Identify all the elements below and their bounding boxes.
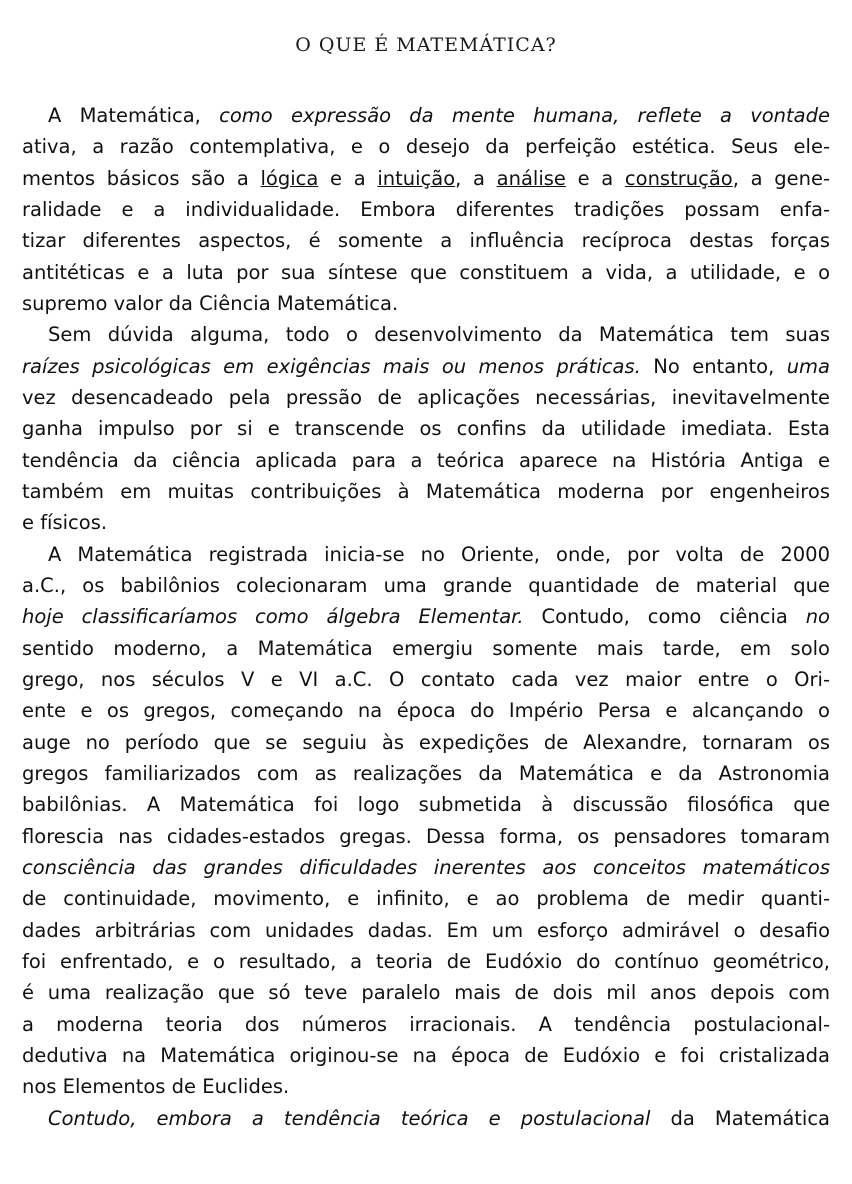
page-title: O QUE É MATEMÁTICA? <box>295 34 557 56</box>
text-line: Contudo, embora a tendência teórica e postulacional da Matemática <box>48 1107 831 1130</box>
text-line: vez desencadeado pela pressão de aplicações necessárias, inevitavelmente <box>22 386 830 409</box>
text-line: auge no período que se seguiu às expedições de Alexandre, tornaram os <box>22 731 830 754</box>
text-line: ganha impulso por si e transcende os confins da utilidade imediata. Esta <box>22 417 830 440</box>
text-line: A Matemática, como expressão da mente humana, reflete a vontade <box>48 104 830 127</box>
text-line: grego, nos séculos V e VI a.C. O contato cada vez maior entre o Ori- <box>22 668 830 691</box>
text-line: ralidade e a individualidade. Embora diferentes tradições possam enfa- <box>22 198 830 221</box>
text-line: também em muitas contribuições à Matemática moderna por engenheiros <box>22 480 830 503</box>
text-line: florescia nas cidades-estados gregas. Dessa forma, os pensadores tomaram <box>22 825 830 848</box>
text-line: mentos básicos são a lógica e a intuição, a análise e a construção, a gene- <box>22 167 830 190</box>
text-line: dedutiva na Matemática originou-se na época de Eudóxio e foi cristalizada <box>22 1044 830 1067</box>
text-line: tizar diferentes aspectos, é somente a influência recíproca destas forças <box>22 229 830 252</box>
text-line: sentido moderno, a Matemática emergiu somente mais tarde, em solo <box>22 637 830 660</box>
text-line: foi enfrentado, e o resultado, a teoria de Eudóxio do contínuo geométrico, <box>22 950 830 973</box>
text-line: hoje classificaríamos como álgebra Elementar. Contudo, como ciência no <box>22 605 830 628</box>
text-line: Sem dúvida alguma, todo o desenvolvimento da Matemática tem suas <box>48 323 830 346</box>
text-line: de continuidade, movimento, e infinito, e ao problema de medir quanti- <box>22 887 830 910</box>
text-line: consciência das grandes dificuldades inerentes aos conceitos matemáticos <box>22 856 830 879</box>
text-line: tendência da ciência aplicada para a teórica aparece na História Antiga e <box>22 449 830 472</box>
text-line: babilônias. A Matemática foi logo submetida à discussão filosófica que <box>22 793 830 816</box>
text-line: e físicos. <box>22 511 108 534</box>
text-line: A Matemática registrada inicia-se no Oriente, onde, por volta de 2000 <box>48 543 830 566</box>
text-line: dades arbitrárias com unidades dadas. Em um esforço admirável o desafio <box>22 919 830 942</box>
text-line: antitéticas e a luta por sua síntese que constituem a vida, a utilidade, e o <box>22 261 830 284</box>
text-line: ente e os gregos, começando na época do Império Persa e alcançando o <box>22 699 830 722</box>
text-line: a moderna teoria dos números irracionais. A tendência postulacional- <box>22 1013 830 1036</box>
text-line: raízes psicológicas em exigências mais ou menos práticas. No entanto, uma <box>22 355 831 378</box>
text-line: gregos familiarizados com as realizações da Matemática e da Astronomia <box>22 762 830 785</box>
text-line: a.C., os babilônios colecionaram uma grande quantidade de material que <box>22 574 830 597</box>
text-line: supremo valor da Ciência Matemática. <box>22 292 399 315</box>
text-line: ativa, a razão contemplativa, e o desejo da perfeição estética. Seus ele- <box>22 135 830 158</box>
text-line: é uma realização que só teve paralelo mais de dois mil anos depois com <box>22 981 830 1004</box>
text-line: nos Elementos de Euclides. <box>22 1075 290 1098</box>
